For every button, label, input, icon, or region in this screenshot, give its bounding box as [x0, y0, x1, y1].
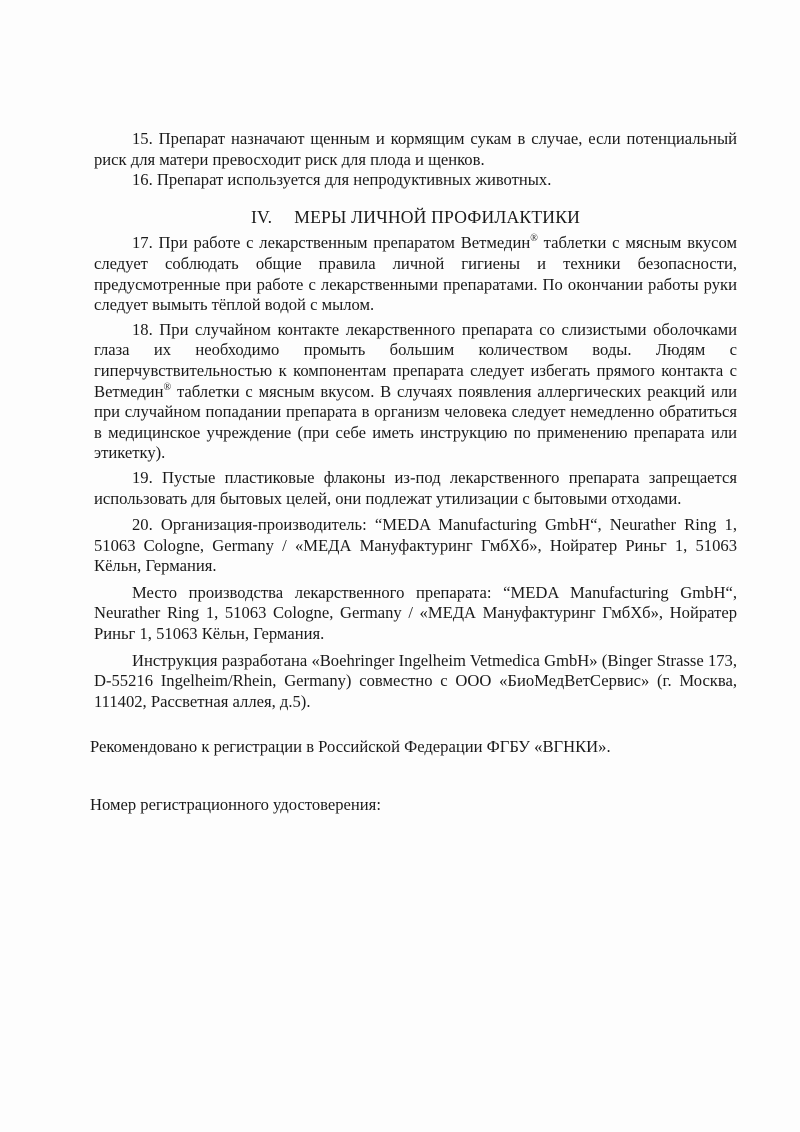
- registered-mark: ®: [530, 233, 538, 245]
- registration-number-label: Номер регистрационного удостоверения:: [90, 795, 381, 814]
- paragraph-17: [94, 233, 737, 315]
- production-site-paragraph: Место производства лекарственного препарата: “MEDA Manufacturing GmbH“, Neurather Ring 1, 51063 Cologne, Germany / «МЕДА Мануфактуринг ГмбХб», Нойратер Риньг 1, 51063 Кёльн, Германия.: [94, 582, 737, 644]
- section-heading: [94, 207, 737, 228]
- paragraph-16: 16. Препарат используется для непродуктивных животных.: [132, 170, 552, 190]
- section-number: IV.: [250, 206, 273, 227]
- paragraph-18-end: таблетки с мясным вкусом. В случаях появления аллергических реакций или при случайном попадании препарата в организм человека следует немедленно обратиться в медицинское учреждение (при себе иметь инструкцию по применению препарата или этикетку).: [94, 381, 737, 463]
- registration-recommendation: Рекомендовано к регистрации в Российской Федерации ФГБУ «ВГНКИ».: [90, 737, 611, 756]
- paragraph-20: 20. Организация-производитель: “MEDA Manufacturing GmbH“, Neurather Ring 1, 51063 Cologne, Germany / «МЕДА Мануфактуринг ГмбХб», Нойратер Риньг 1, 51063 Кёльн, Германия.: [94, 515, 737, 576]
- paragraph-19: 19. Пустые пластиковые флаконы из-под лекарственного препарата запрещается использовать для бытовых целей, они подлежат утилизации с бытовыми отходами.: [94, 467, 737, 508]
- section-title: МЕРЫ ЛИЧНОЙ ПРОФИЛАКТИКИ: [294, 206, 581, 227]
- paragraph-18-start: 18. При случайном контакте лекарственного препарата со слизистыми оболочками глаза их необходимо промыть большим количеством воды. Людям с гиперчувствительностью к компонентам препарата следует избегать прямого контакта с Ветмедин: [94, 319, 737, 401]
- paragraph-15: 15. Препарат назначают щенным и кормящим сукам в случае, если потенциальный риск для матери превосходит риск для плода и щенков.: [94, 129, 737, 169]
- registered-mark: ®: [163, 381, 172, 393]
- paragraph-17-start: 17. При работе с лекарственным препаратом Ветмедин: [132, 233, 531, 253]
- document-body: [94, 129, 737, 712]
- developer-paragraph: Инструкция разработана «Boehringer Ingelheim Vetmedica GmbH» (Binger Strasse 173, D-55216 Ingelheim/Rhein, Germany) совместно с ООО «БиоМедВетСервис» (г. Москва, 111402, Рассветная аллея, д.5).: [94, 650, 737, 711]
- paragraph-17-end: таблетки с мясным вкусом следует соблюдать общие правила личной гигиены и техники безопасности, предусмотренные при работе с лекарственными препаратами. По окончании работы руки следует вымыть тёплой водой с мылом.: [94, 233, 738, 315]
- paragraph-18: [94, 320, 737, 464]
